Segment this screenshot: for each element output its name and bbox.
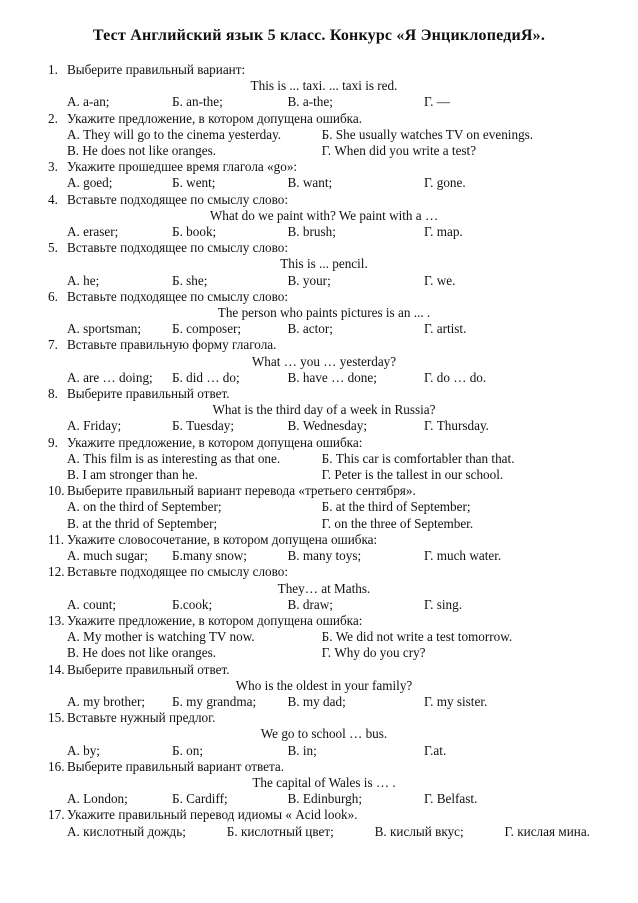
question-header — [46, 192, 592, 208]
option-text: А. They will go to the cinema yesterday. — [67, 126, 282, 142]
options-row — [67, 451, 592, 483]
question-number: 5. — [48, 240, 58, 256]
option-text: Б. We did not write a test tomorrow. — [321, 629, 513, 645]
option-text: Г. When did you write a test? — [321, 143, 477, 159]
question-item — [46, 62, 592, 111]
option-text: Г. sing. — [424, 596, 463, 612]
option-text: Г. do … do. — [424, 369, 487, 385]
option-text: Г. Thursday. — [424, 418, 489, 434]
option-text: В. Edinburgh; — [287, 791, 362, 807]
question-header — [46, 435, 592, 451]
options-row — [67, 175, 592, 191]
question-number: 16. — [48, 758, 65, 774]
option-text: А. My mother is watching TV now. — [67, 629, 255, 645]
question-prompt: Вставьте правильную форму глагола. — [67, 337, 277, 353]
option-text: Б. Cardiff; — [172, 791, 228, 807]
option-text: В. draw; — [287, 596, 333, 612]
question-header — [46, 386, 592, 402]
option-text: А. goed; — [67, 175, 113, 191]
option-text: В. actor; — [287, 321, 333, 337]
option-text: Б. This car is comfortabler than that. — [321, 450, 515, 466]
question-number: 7. — [48, 337, 58, 353]
question-header — [46, 532, 592, 548]
option-text: А. Friday; — [67, 418, 122, 434]
option-text: А. count; — [67, 596, 117, 612]
question-item — [46, 240, 592, 289]
question-prompt: Выберите правильный ответ. — [67, 386, 230, 402]
options-row — [67, 94, 592, 110]
question-item — [46, 483, 592, 532]
option-text: А. he; — [67, 272, 100, 288]
option-text: В. He does not like oranges. — [67, 645, 217, 661]
question-prompt: Вставьте подходящее по смыслу слово: — [67, 191, 289, 207]
question-prompt: Укажите предложение, в котором допущена ошибка. — [67, 110, 363, 126]
options-row — [67, 597, 592, 613]
question-number: 11. — [48, 531, 64, 547]
question-header — [46, 807, 592, 823]
question-prompt: Вставьте подходящее по смыслу слово: — [67, 240, 289, 256]
option-text: Г. Why do you cry? — [321, 645, 426, 661]
question-prompt: Вставьте подходящее по смыслу слово: — [67, 564, 289, 580]
option-text: Г. map. — [424, 224, 463, 240]
option-text: А. by; — [67, 742, 100, 758]
question-item — [46, 289, 592, 338]
option-text: В. your; — [287, 272, 331, 288]
option-text: В. He does not like oranges. — [67, 143, 217, 159]
question-prompt: Укажите предложение, в котором допущена ошибка: — [67, 612, 363, 628]
option-text: А. sportsman; — [67, 321, 141, 337]
question-number: 4. — [48, 191, 58, 207]
option-text: Г. кислая мина. — [504, 823, 590, 839]
option-text: Б. book; — [172, 224, 217, 240]
question-prompt: Укажите прошедшее время глагола «go»: — [67, 159, 298, 175]
question-prompt: Выберите правильный вариант: — [67, 62, 246, 77]
option-text: В. in; — [287, 742, 317, 758]
option-text: В. want; — [287, 175, 333, 191]
question-number: 10. — [48, 483, 65, 499]
question-sentence: What … you … yesterday? — [251, 353, 397, 369]
option-text: А. much sugar; — [67, 548, 148, 564]
option-text: В. have … done; — [287, 369, 377, 385]
question-number: 8. — [48, 386, 58, 402]
option-text: Г. artist. — [424, 321, 467, 337]
question-number: 2. — [48, 110, 58, 126]
option-text: Б. She usually watches TV on evenings. — [321, 126, 534, 142]
option-text: Г. on the three of September. — [321, 515, 474, 531]
question-sentence: What do we paint with? We paint with a … — [209, 207, 439, 223]
question-number: 3. — [48, 159, 58, 175]
question-prompt: Выберите правильный вариант ответа. — [67, 758, 285, 774]
question-number: 15. — [48, 710, 65, 726]
option-text: Г.at. — [424, 742, 447, 758]
question-sentence: We go to school … bus. — [260, 726, 388, 742]
question-header — [46, 289, 592, 305]
option-text: А. London; — [67, 791, 128, 807]
question-header — [46, 111, 592, 127]
question-header — [46, 240, 592, 256]
option-text: Г. gone. — [424, 175, 466, 191]
question-header — [46, 159, 592, 175]
question-header — [46, 483, 592, 499]
question-prompt: Укажите словосочетание, в котором допущена ошибка: — [67, 531, 378, 547]
question-header — [46, 62, 592, 78]
option-text: В. I am stronger than he. — [67, 467, 198, 483]
option-text: Б. went; — [172, 175, 216, 191]
question-sentence: The person who paints pictures is an ... . — [217, 305, 431, 321]
option-text: Г. we. — [424, 272, 456, 288]
option-text: Б. did … do; — [172, 369, 240, 385]
option-text: В. Wednesday; — [287, 418, 368, 434]
option-text: Г. — — [424, 94, 450, 110]
options-row — [67, 824, 592, 840]
question-item — [46, 111, 592, 160]
options-row — [67, 694, 592, 710]
option-text: А. eraser; — [67, 224, 119, 240]
question-item — [46, 435, 592, 484]
question-prompt: Вставьте подходящее по смыслу слово: — [67, 288, 289, 304]
question-number: 6. — [48, 288, 58, 304]
options-row — [67, 629, 592, 661]
question-sentence: This is ... pencil. — [280, 256, 368, 272]
option-text: Б. she; — [172, 272, 208, 288]
options-row — [67, 127, 592, 159]
question-header — [46, 613, 592, 629]
option-text: В. many toys; — [287, 548, 362, 564]
question-header — [46, 564, 592, 580]
option-text: А. are … doing; — [67, 369, 153, 385]
question-number: 17. — [48, 807, 65, 823]
options-row — [67, 321, 592, 337]
options-row — [67, 224, 592, 240]
question-prompt: Укажите правильный перевод идиомы « Acid look». — [67, 807, 358, 823]
option-text: В. brush; — [287, 224, 336, 240]
question-header — [46, 662, 592, 678]
option-text: Б. my grandma; — [172, 693, 257, 709]
question-item — [46, 337, 592, 386]
question-header — [46, 337, 592, 353]
option-text: В. кислый вкус; — [374, 823, 464, 839]
option-text: Б. at the third of September; — [321, 499, 471, 515]
question-prompt: Выберите правильный ответ. — [67, 661, 230, 677]
option-text: В. at the thrid of September; — [67, 515, 218, 531]
options-row — [67, 499, 592, 531]
option-text: Б. an-the; — [172, 94, 223, 110]
question-item — [46, 159, 592, 191]
option-text: А. on the third of September; — [67, 499, 222, 515]
option-text: Г. Peter is the tallest in our school. — [321, 467, 504, 483]
page-title: Тест Английский язык 5 класс. Конкурс «Я ЭнциклопедиЯ». — [92, 27, 546, 44]
question-prompt: Укажите предложение, в котором допущена ошибка: — [67, 434, 363, 450]
option-text: А. кислотный дождь; — [67, 823, 186, 839]
question-item — [46, 613, 592, 662]
option-text: Б. Tuesday; — [172, 418, 235, 434]
option-text: А. a-an; — [67, 94, 110, 110]
option-text: Б. composer; — [172, 321, 242, 337]
question-item — [46, 564, 592, 613]
option-text: Б.many snow; — [172, 548, 247, 564]
option-text: Г. my sister. — [424, 693, 488, 709]
question-item — [46, 386, 592, 435]
options-row — [67, 370, 592, 386]
question-header — [46, 710, 592, 726]
options-row — [67, 791, 592, 807]
question-prompt: Вставьте нужный предлог. — [67, 710, 216, 726]
question-number: 9. — [48, 434, 58, 450]
question-item — [46, 532, 592, 564]
options-row — [67, 418, 592, 434]
option-text: А. This film is as interesting as that one. — [67, 450, 281, 466]
question-sentence: The capital of Wales is … . — [252, 774, 396, 790]
question-item — [46, 192, 592, 241]
question-sentence: What is the third day of a week in Russia? — [212, 402, 436, 418]
option-text: Б.cook; — [172, 596, 213, 612]
question-number: 12. — [48, 564, 65, 580]
question-list — [46, 62, 592, 840]
question-number: 14. — [48, 661, 65, 677]
option-text: В. a-the; — [287, 94, 333, 110]
question-item — [46, 710, 592, 759]
options-row — [67, 548, 592, 564]
question-header — [46, 759, 592, 775]
option-text: Б. кислотный цвет; — [226, 823, 334, 839]
option-text: Г. Belfast. — [424, 791, 478, 807]
question-sentence: Who is the oldest in your family? — [235, 677, 413, 693]
question-sentence: They… at Maths. — [277, 580, 371, 596]
options-row — [67, 743, 592, 759]
question-number: 13. — [48, 612, 65, 628]
option-text: В. my dad; — [287, 693, 346, 709]
question-prompt: Выберите правильный вариант перевода «третьего сентября». — [67, 483, 416, 499]
question-sentence: This is ... taxi. ... taxi is red. — [250, 78, 398, 94]
options-row — [67, 273, 592, 289]
question-item — [46, 759, 592, 808]
option-text: Г. much water. — [424, 548, 502, 564]
question-number: 1. — [48, 62, 58, 77]
question-item — [46, 807, 592, 839]
option-text: Б. on; — [172, 742, 204, 758]
question-item — [46, 662, 592, 711]
option-text: А. my brother; — [67, 693, 146, 709]
